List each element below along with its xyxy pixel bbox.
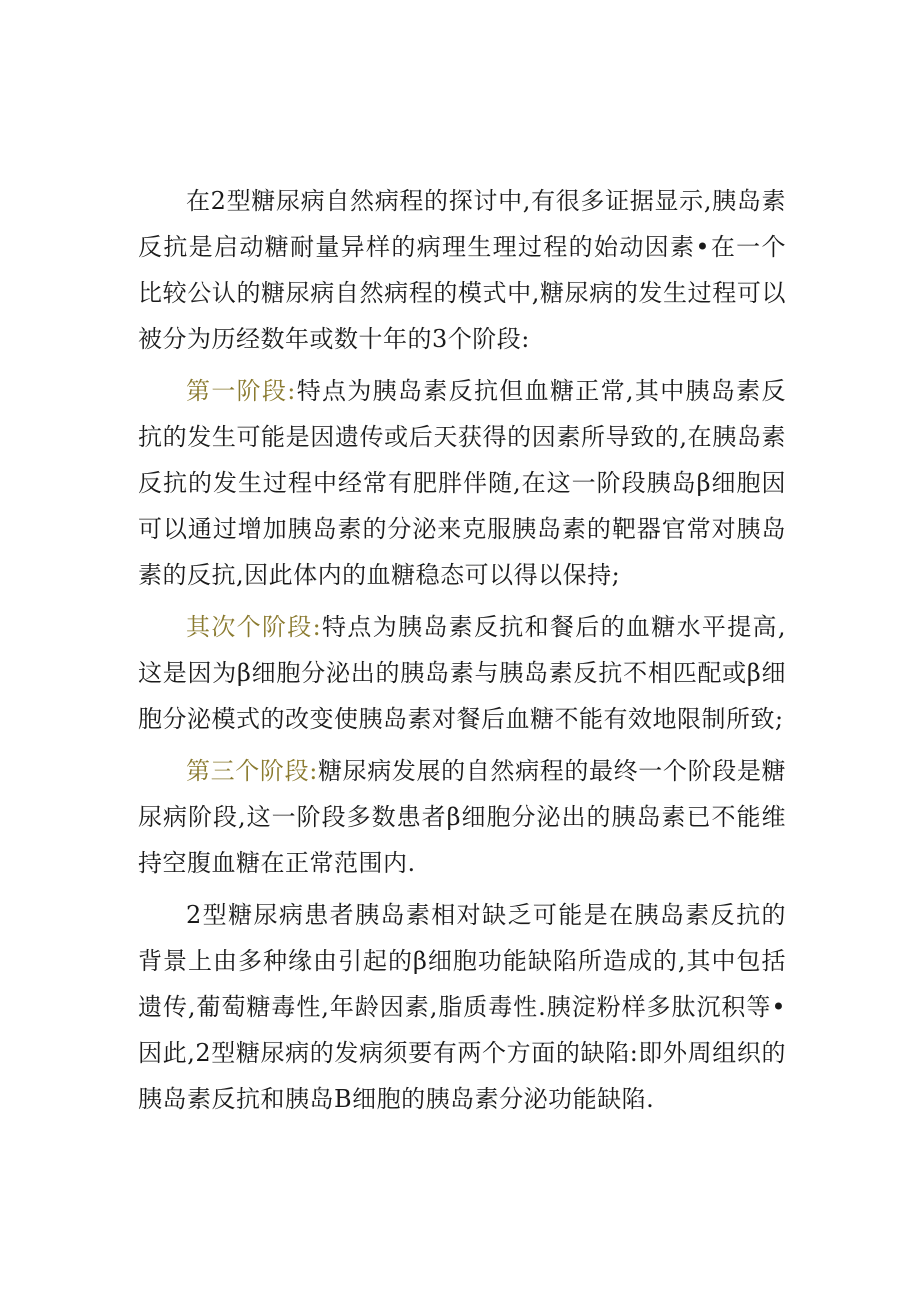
paragraph-conclusion (138, 892, 786, 1122)
paragraph-stage-three (138, 748, 786, 886)
document-body (138, 178, 786, 1122)
paragraph-text: 在2型糖尿病自然病程的探讨中,有很多证据显示,胰岛素反抗是启动糖耐量异样的病理生理过程的始动因素•在一个比较公认的糖尿病自然病程的模式中,糖尿病的发生过程可以被分为历经数年或数十年的3个阶段: (138, 187, 786, 353)
paragraph-stage-two (138, 604, 786, 742)
stage-two-label: 其次个阶段: (186, 613, 322, 641)
stage-one-label: 第一阶段: (186, 377, 296, 405)
paragraph-intro (138, 178, 786, 362)
paragraph-text: 特点为胰岛素反抗但血糖正常,其中胰岛素反抗的发生可能是因遗传或后天获得的因素所导致的,在胰岛素反抗的发生过程中经常有肥胖伴随,在这一阶段胰岛β细胞因可以通过增加胰岛素的分泌来克服胰岛素的靶器官常对胰岛素的反抗,因此体内的血糖稳态可以得以保持; (138, 377, 786, 589)
paragraph-text: 2型糖尿病患者胰岛素相对缺乏可能是在胰岛素反抗的背景上由多种缘由引起的β细胞功能缺陷所造成的,其中包括遗传,葡萄糖毒性,年龄因素,脂质毒性.胰淀粉样多肽沉积等•因此,2型糖尿病的发病须要有两个方面的缺陷:即外周组织的胰岛素反抗和胰岛B细胞的胰岛素分泌功能缺陷. (138, 901, 786, 1113)
paragraph-text: 糖尿病发展的自然病程的最终一个阶段是糖尿病阶段,这一阶段多数患者β细胞分泌出的胰岛素已不能维持空腹血糖在正常范围内. (138, 757, 786, 877)
paragraph-text: 特点为胰岛素反抗和餐后的血糖水平提高,这是因为β细胞分泌出的胰岛素与胰岛素反抗不相匹配或β细胞分泌模式的改变使胰岛素对餐后血糖不能有效地限制所致; (138, 613, 786, 733)
paragraph-stage-one (138, 368, 786, 598)
stage-three-label: 第三个阶段: (186, 757, 318, 785)
